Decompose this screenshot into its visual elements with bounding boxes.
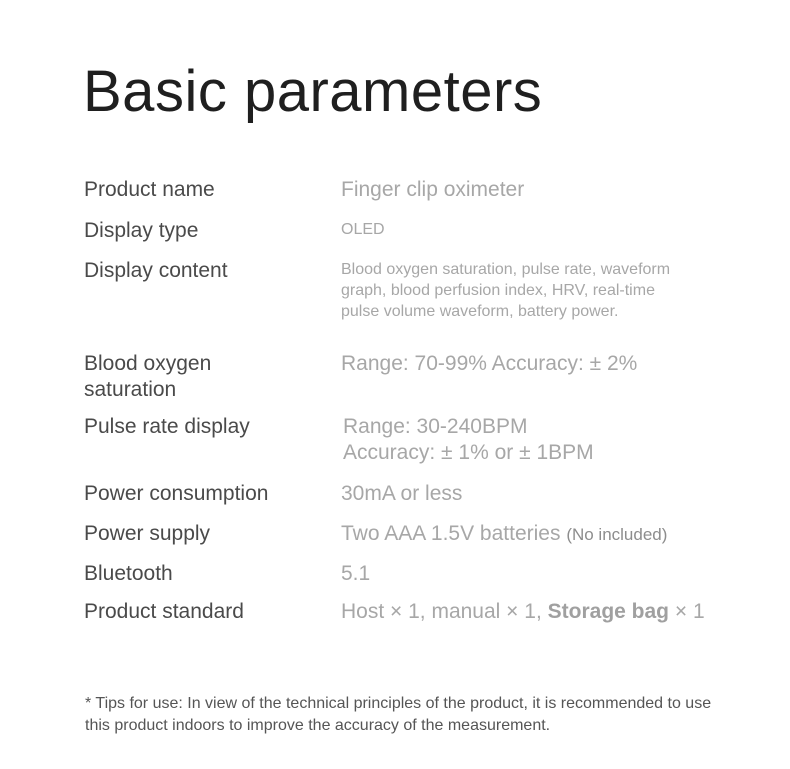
product-standard-text: Host × 1, manual × 1, bbox=[341, 600, 542, 623]
value-product-name: Finger clip oximeter bbox=[341, 178, 525, 201]
value-blood-oxygen: Range: 70-99% Accuracy: ± 2% bbox=[341, 352, 638, 375]
value-display-type: OLED bbox=[341, 221, 385, 238]
value-bluetooth: 5.1 bbox=[341, 562, 371, 585]
product-standard-bag: Storage bag bbox=[547, 600, 669, 623]
label-blood-oxygen-line-2: saturation bbox=[84, 378, 177, 401]
value-product-standard bbox=[341, 599, 705, 625]
power-supply-note: (No included) bbox=[566, 525, 668, 544]
page-title: Basic parameters bbox=[83, 59, 543, 124]
value-display-content-line-3: pulse volume waveform, battery power. bbox=[341, 303, 619, 320]
value-display-content-line-1: Blood oxygen saturation, pulse rate, waveform bbox=[341, 261, 671, 278]
label-power-supply: Power supply bbox=[84, 522, 211, 545]
product-standard-tail: × 1 bbox=[674, 600, 705, 623]
label-display-type: Display type bbox=[84, 219, 199, 242]
label-power-consumption: Power consumption bbox=[84, 482, 269, 505]
label-product-standard: Product standard bbox=[84, 600, 244, 623]
value-pulse-rate-line-1: Range: 30-240BPM bbox=[343, 415, 528, 438]
value-power-supply bbox=[341, 521, 667, 548]
label-pulse-rate: Pulse rate display bbox=[84, 415, 250, 438]
usage-tips: * Tips for use: In view of the technical principles of the product, it is recommended to use this product indoors to improve the accuracy of the measurement. bbox=[85, 695, 712, 734]
value-pulse-rate-line-2: Accuracy: ± 1% or ± 1BPM bbox=[343, 441, 594, 464]
value-power-consumption: 30mA or less bbox=[341, 482, 463, 505]
value-display-content-line-2: graph, blood perfusion index, HRV, real-time bbox=[341, 282, 655, 299]
label-blood-oxygen-line-1: Blood oxygen bbox=[84, 352, 212, 375]
power-supply-text: Two AAA 1.5V batteries bbox=[341, 522, 561, 545]
label-display-content: Display content bbox=[84, 259, 228, 282]
label-product-name: Product name bbox=[84, 178, 215, 201]
label-bluetooth: Bluetooth bbox=[84, 562, 173, 585]
